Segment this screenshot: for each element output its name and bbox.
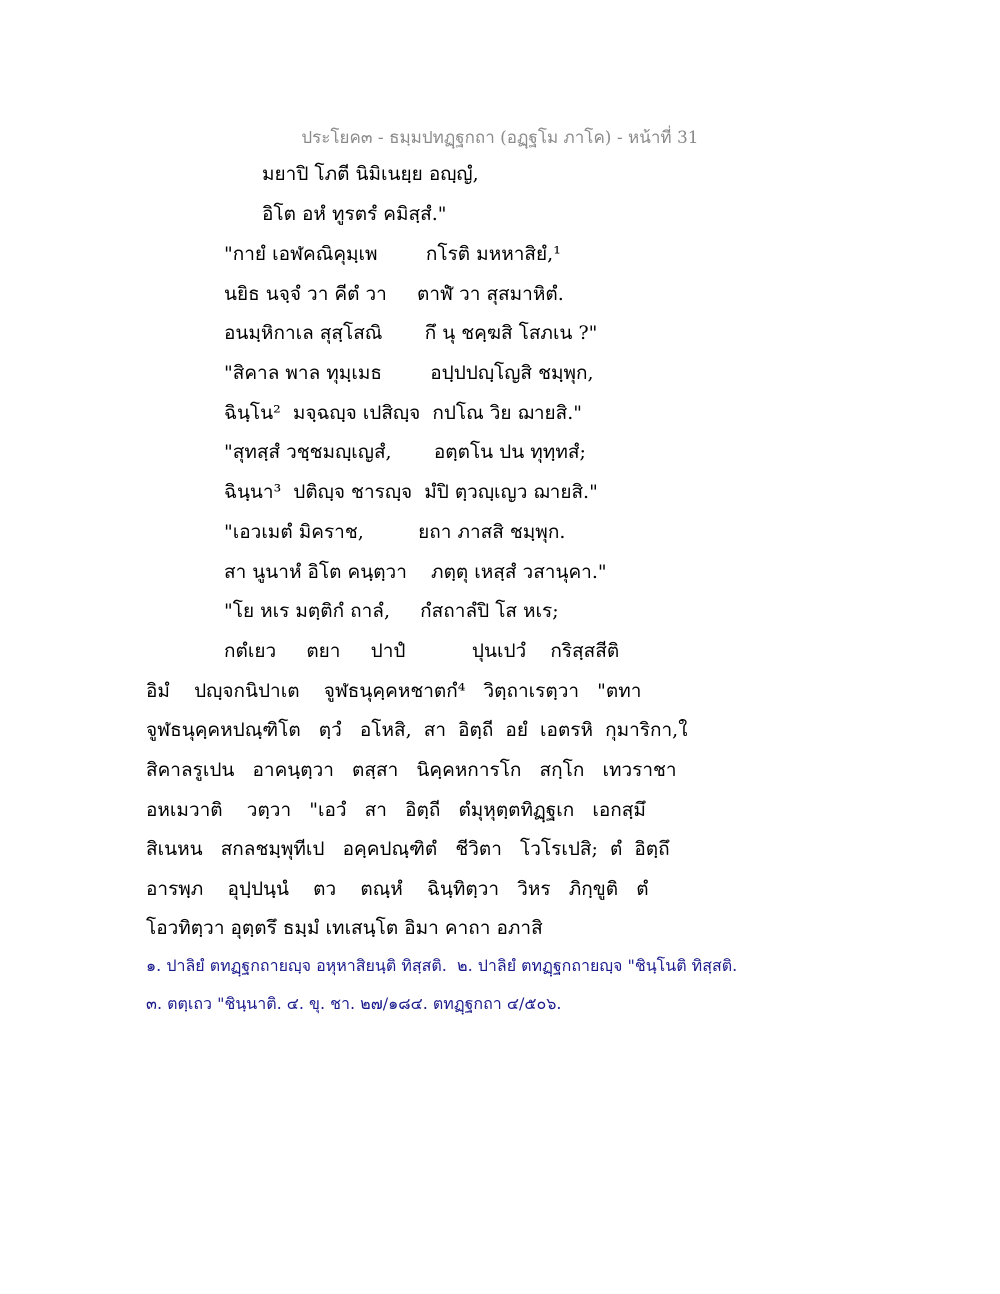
verse-line: อนมฺหิกาเล สุสฺโสณิ กึ นุ ชคฺฆสิ โสภเน ?" [224,322,598,344]
prose-line: โอวทิตฺวา อุตฺตรึ ธมฺมํ เทเสนฺโต อิมา คาถา อภาสิ [146,917,543,939]
prose-line: อหเมวาติ วตฺวา "เอวํ สา อิตฺถี ตํมุหุตฺตทิฏฺฐเก เอกสฺมึ [146,799,646,821]
prose-line: อิมํ ปญฺจกนิปาเต จูฬธนุคฺคหชาตกํ⁴ วิตฺถาเรตฺวา "ตทา [146,680,642,702]
prose-line: สิคาลรูเปน อาคนฺตฺวา ตสฺสา นิคฺคหการโก สกฺโก เทวราชา [146,759,677,781]
verse-line: "สุทสฺสํ วชฺชมญฺเญสํ, อตฺตโน ปน ทุทฺทสํ; [224,441,586,463]
running-head: ประโยค๓ - ธมฺมปทฏฺฐกถา (อฏฺฐโม ภาโค) - หน้าที่ 31 [301,128,699,148]
verse-line: กตํเยว ตยา ปาปํ ปุนเปวํ กริสฺสสีติ [224,640,620,662]
verse-line: ฉินฺโน² มจฺฉญฺจ เปสิญฺจ กปโณ วิย ฌายสิ." [224,402,583,424]
verse-line: มยาปิ โภตี นิมิเนยฺย อญฺญํ, [262,163,479,185]
verse-line: "โย หเร มตฺติกํ ถาลํ, กํสถาลํปิ โส หเร; [224,600,559,622]
verse-line: สา นูนาหํ อิโต คนฺตฺวา ภตฺตุ เหสฺสํ วสานุคา." [224,561,607,583]
verse-line: นยิธ นจฺจํ วา คีตํ วา ตาฬํ วา สุสมาหิตํ. [224,283,564,305]
prose-line: จูฬธนุคฺคหปณฺฑิโต ตฺวํ อโหสิ, สา อิตฺถี อยํ เอตรหิ กุมาริกา,ใ [146,719,688,741]
verse-line: อิโต อหํ ทูรตรํ คมิสฺสํ." [262,203,447,225]
prose-line: สิเนหน สกลชมฺพุทีเป อคฺคปณฺฑิตํ ชีวิตา โวโรเปสิ; ตํ อิตฺถึ [146,838,670,860]
prose-line: อารพฺภ อุปฺปนฺนํ ตว ตณฺหํ ฉินฺทิตฺวา วิหร ภิกฺขูติ ตํ [146,878,649,900]
footnote-line: ๓. ตตฺเถว "ชินฺนาติ. ๔. ขุ. ชา. ๒๗/๑๘๔. ตทฏฺฐกถา ๔/๕๐๖. [146,994,562,1013]
verse-line: ฉินฺนา³ ปติญฺจ ชารญฺจ มํปิ ตฺวญฺเญว ฌายสิ." [224,481,598,503]
verse-line: "สิคาล พาล ทุมฺเมธ อปฺปปญฺโญสิ ชมฺพุก, [224,362,594,384]
verse-line: "กายํ เอฬคณิคุมฺเพ กโรติ มหหาสิยํ,¹ [224,243,561,265]
verse-line: "เอวเมตํ มิคราช, ยถา ภาสสิ ชมฺพุก. [224,521,566,543]
footnote-line: ๑. ปาลิยํ ตทฏฺฐกถายญฺจ อหุหาสิยนฺติ ทิสฺสติ. ๒. ปาลิยํ ตทฏฺฐกถายญฺจ "ชินฺโนติ ทิสฺสติ. [146,956,738,975]
